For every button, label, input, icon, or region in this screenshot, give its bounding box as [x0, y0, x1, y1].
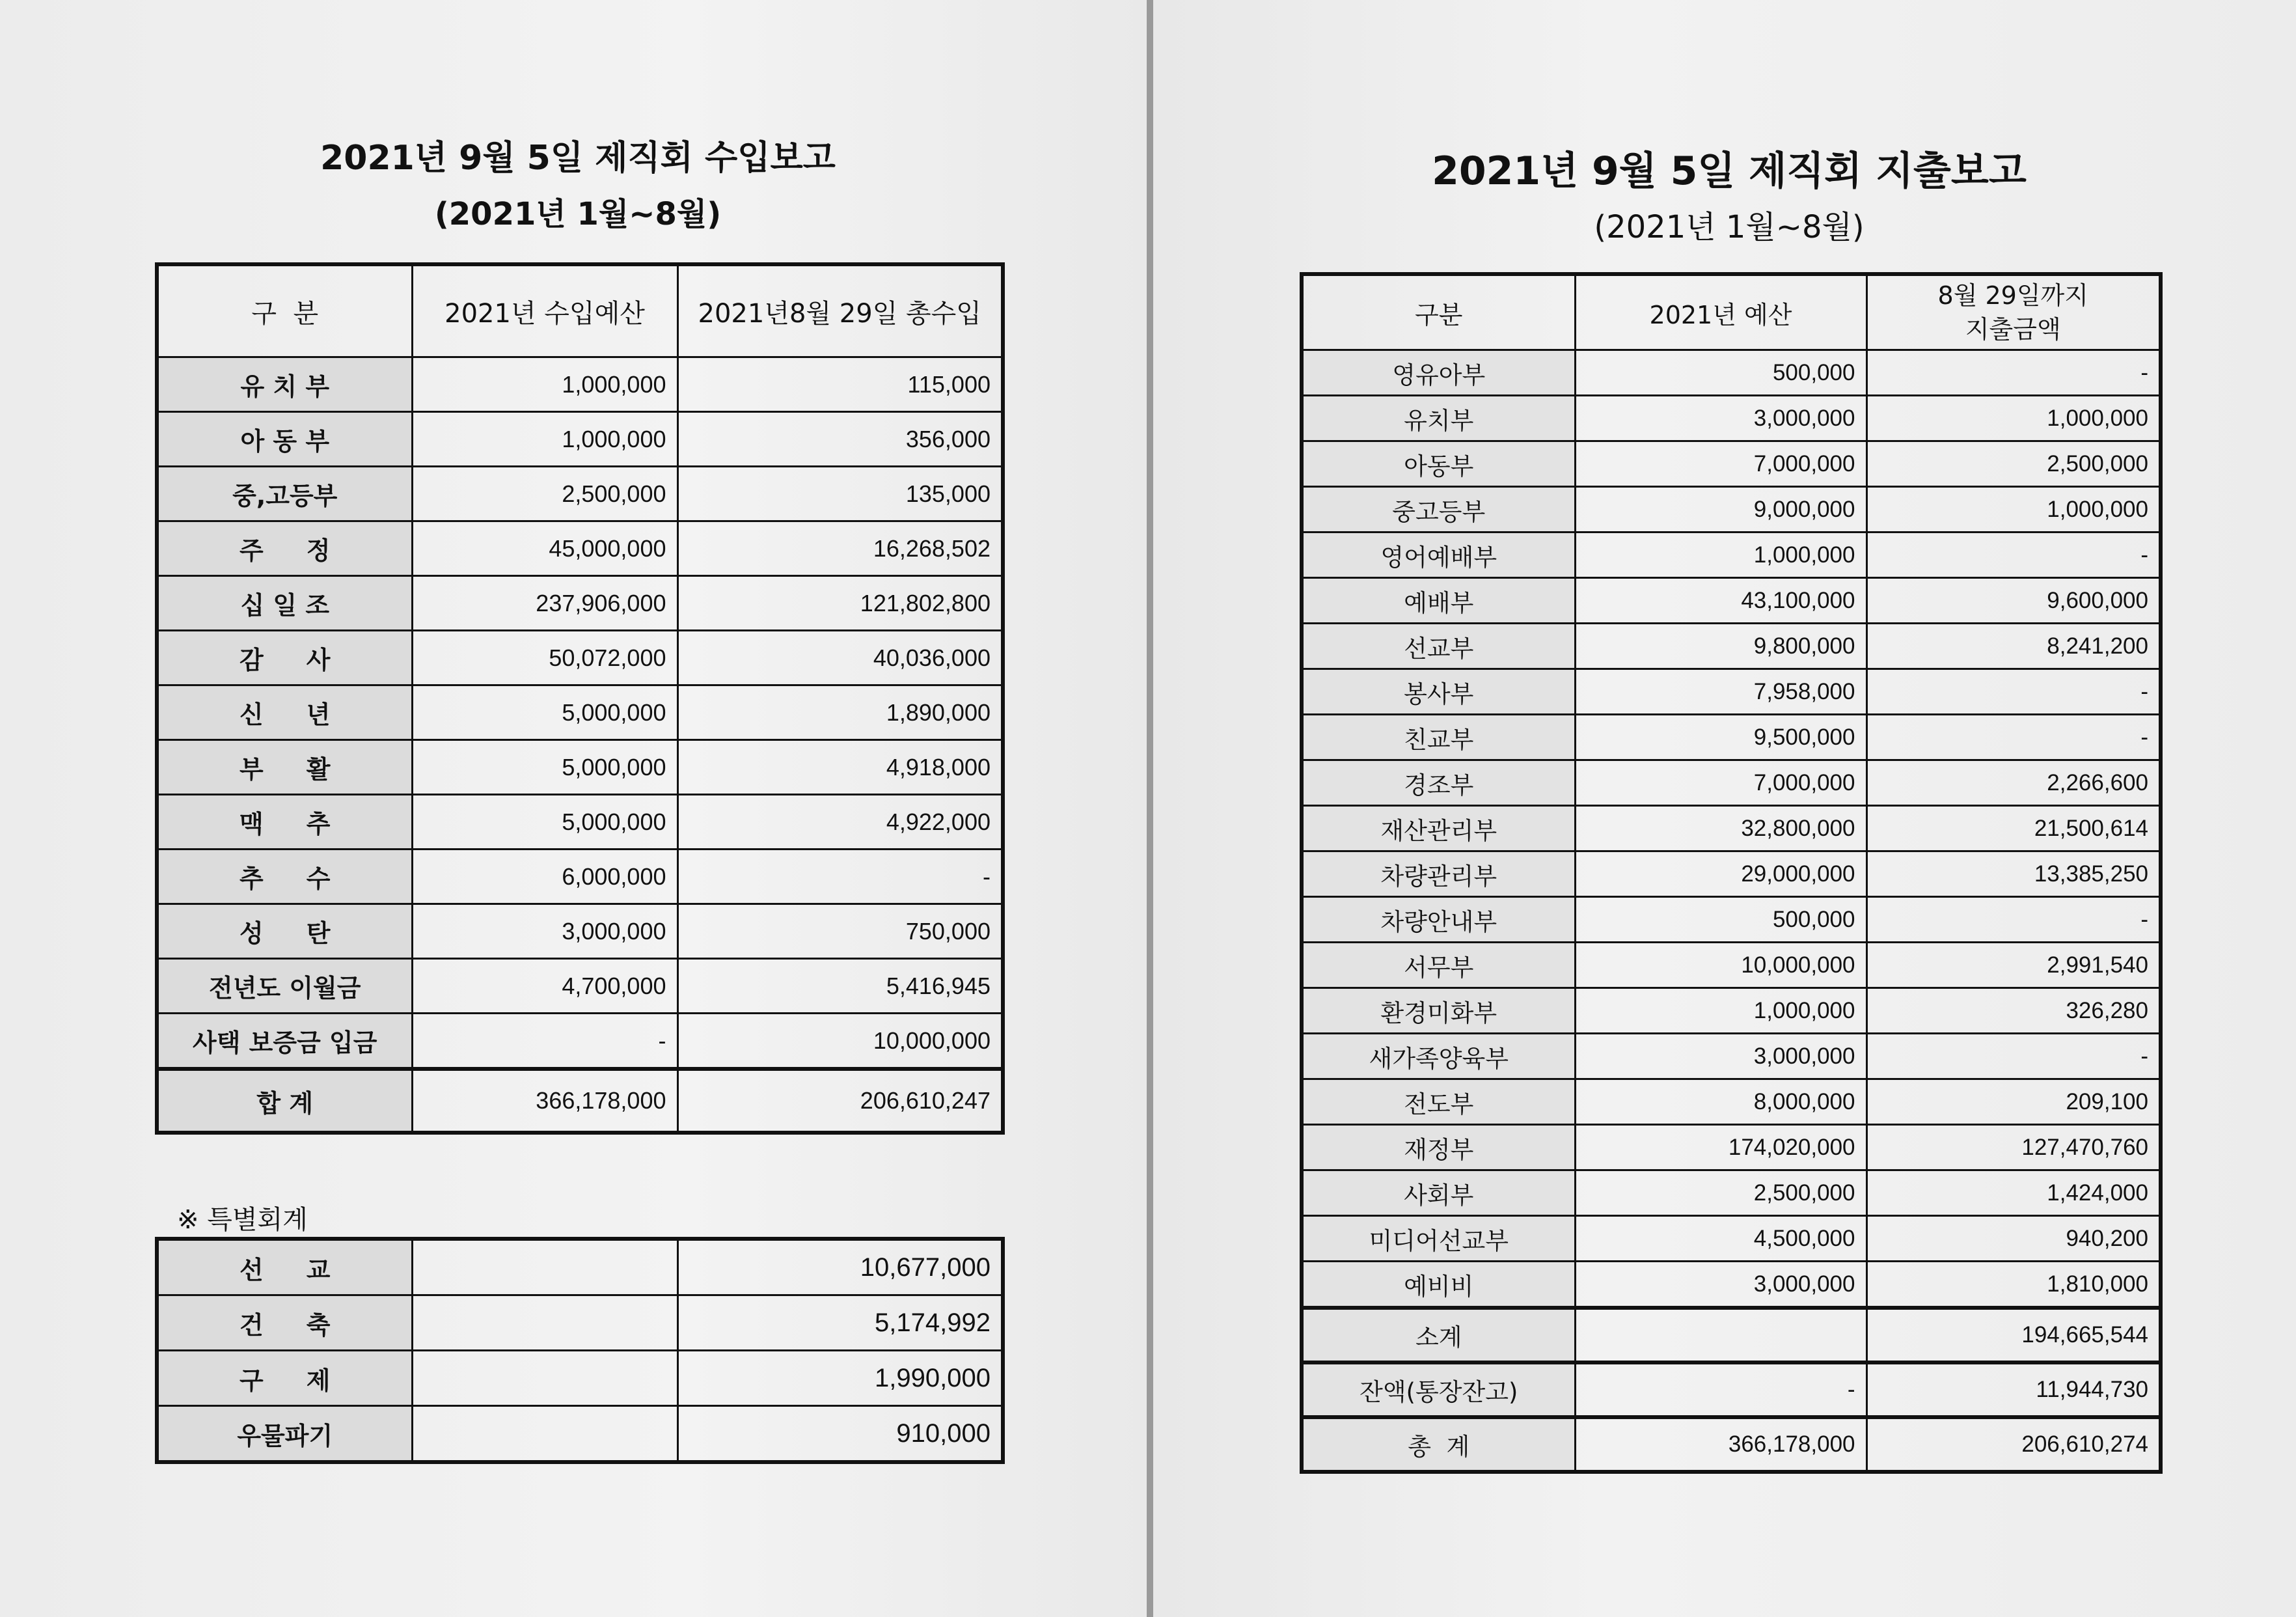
expense-row: [1302, 806, 2161, 851]
row-category: 재산관리부: [1302, 806, 1575, 851]
grand-total-actual: 206,610,274: [1866, 1417, 2161, 1472]
row-category: 환경미화부: [1302, 988, 1575, 1034]
row-category: 아동부: [1302, 441, 1575, 487]
row-actual: 5,174,992: [677, 1295, 1003, 1351]
row-actual: 1,000,000: [1866, 396, 2161, 441]
row-budget: 174,020,000: [1575, 1125, 1866, 1170]
row-actual: 121,802,800: [677, 576, 1003, 631]
row-budget: 7,000,000: [1575, 760, 1866, 806]
expense-row: [1302, 715, 2161, 760]
balance-budget: -: [1575, 1362, 1866, 1417]
row-actual: 127,470,760: [1866, 1125, 2161, 1170]
row-actual: 21,500,614: [1866, 806, 2161, 851]
row-budget: [412, 1351, 677, 1406]
row-budget: 5,000,000: [412, 685, 677, 740]
grand-total-budget: 366,178,000: [1575, 1417, 1866, 1472]
row-category: 주 정: [157, 521, 412, 576]
row-budget: 10,000,000: [1575, 943, 1866, 988]
expense-row: [1302, 851, 2161, 897]
row-category: 사택 보증금 입금: [157, 1014, 412, 1070]
row-category: 건 축: [157, 1295, 412, 1351]
header-budget: 2021년 수입예산: [412, 264, 677, 357]
expense-header-row: [1302, 274, 2161, 350]
income-total-row: [157, 1069, 1003, 1133]
row-category: 아 동 부: [157, 412, 412, 467]
row-category: 차량안내부: [1302, 897, 1575, 943]
row-budget: 6,000,000: [412, 850, 677, 904]
row-actual: 9,600,000: [1866, 578, 2161, 624]
expense-row: [1302, 396, 2161, 441]
row-category: 서무부: [1302, 943, 1575, 988]
row-actual: 209,100: [1866, 1079, 2161, 1125]
row-budget: 2,500,000: [412, 467, 677, 521]
row-budget: 5,000,000: [412, 740, 677, 795]
row-budget: 1,000,000: [1575, 532, 1866, 578]
row-budget: 9,500,000: [1575, 715, 1866, 760]
row-actual: 4,922,000: [677, 795, 1003, 850]
row-budget: 32,800,000: [1575, 806, 1866, 851]
balance-label: 잔액(통장잔고): [1302, 1362, 1575, 1417]
row-actual: 135,000: [677, 467, 1003, 521]
row-budget: 2,500,000: [1575, 1170, 1866, 1216]
row-actual: 1,000,000: [1866, 487, 2161, 532]
row-category: 친교부: [1302, 715, 1575, 760]
row-budget: 7,000,000: [1575, 441, 1866, 487]
row-actual: 910,000: [677, 1406, 1003, 1463]
row-budget: 4,500,000: [1575, 1216, 1866, 1262]
row-actual: 940,200: [1866, 1216, 2161, 1262]
row-budget: 1,000,000: [412, 357, 677, 412]
row-actual: -: [1866, 897, 2161, 943]
subtotal-budget: [1575, 1308, 1866, 1362]
row-actual: -: [1866, 1034, 2161, 1079]
row-category: 우물파기: [157, 1406, 412, 1463]
special-account-note: ※ 특별회계: [177, 1205, 308, 1235]
subtotal-actual: 194,665,544: [1866, 1308, 2161, 1362]
expense-period: (2021년 1월~8월): [1594, 209, 1865, 245]
income-header-row: [157, 264, 1003, 357]
row-budget: 50,072,000: [412, 631, 677, 685]
row-budget: 43,100,000: [1575, 578, 1866, 624]
row-category: 십 일 조: [157, 576, 412, 631]
expense-row: [1302, 1262, 2161, 1308]
row-actual: 2,266,600: [1866, 760, 2161, 806]
row-category: 유치부: [1302, 396, 1575, 441]
subtotal-row: [1302, 1308, 2161, 1362]
row-actual: 2,500,000: [1866, 441, 2161, 487]
row-budget: 5,000,000: [412, 795, 677, 850]
row-actual: 750,000: [677, 904, 1003, 959]
row-actual: 115,000: [677, 357, 1003, 412]
income-row: [157, 521, 1003, 576]
expense-row: [1302, 350, 2161, 396]
row-actual: 1,990,000: [677, 1351, 1003, 1406]
special-account-row: [157, 1295, 1003, 1351]
income-row: [157, 357, 1003, 412]
row-budget: 3,000,000: [1575, 1262, 1866, 1308]
income-table: [155, 262, 1005, 1135]
row-category: 경조부: [1302, 760, 1575, 806]
row-actual: -: [1866, 669, 2161, 715]
row-category: 유 치 부: [157, 357, 412, 412]
row-category: 중,고등부: [157, 467, 412, 521]
row-category: 영어예배부: [1302, 532, 1575, 578]
expense-row: [1302, 578, 2161, 624]
row-actual: 1,424,000: [1866, 1170, 2161, 1216]
row-actual: 16,268,502: [677, 521, 1003, 576]
row-category: 부 활: [157, 740, 412, 795]
header-actual: 2021년8월 29일 총수입: [677, 264, 1003, 357]
row-category: 재정부: [1302, 1125, 1575, 1170]
header-actual-line2: 지출금액: [1965, 315, 2061, 344]
row-budget: 9,000,000: [1575, 487, 1866, 532]
special-account-row: [157, 1239, 1003, 1295]
row-category: 영유아부: [1302, 350, 1575, 396]
row-budget: [412, 1239, 677, 1295]
expense-row: [1302, 532, 2161, 578]
income-row: [157, 467, 1003, 521]
expense-title: 2021년 9월 5일 제직회 지출보고: [1432, 148, 2027, 194]
income-row: [157, 959, 1003, 1014]
income-row: [157, 631, 1003, 685]
row-actual: -: [1866, 715, 2161, 760]
row-actual: 326,280: [1866, 988, 2161, 1034]
income-title: 2021년 9월 5일 제직회 수입보고: [320, 139, 836, 178]
expense-row: [1302, 624, 2161, 669]
income-row: [157, 904, 1003, 959]
row-category: 맥 추: [157, 795, 412, 850]
row-actual: 10,677,000: [677, 1239, 1003, 1295]
row-actual: -: [677, 850, 1003, 904]
row-category: 선 교: [157, 1239, 412, 1295]
row-budget: 7,958,000: [1575, 669, 1866, 715]
row-budget: 500,000: [1575, 350, 1866, 396]
income-row: [157, 685, 1003, 740]
row-category: 예비비: [1302, 1262, 1575, 1308]
row-category: 새가족양육부: [1302, 1034, 1575, 1079]
row-budget: -: [412, 1014, 677, 1070]
row-budget: 1,000,000: [412, 412, 677, 467]
row-category: 사회부: [1302, 1170, 1575, 1216]
row-category: 신 년: [157, 685, 412, 740]
row-actual: 5,416,945: [677, 959, 1003, 1014]
row-budget: 8,000,000: [1575, 1079, 1866, 1125]
income-period: (2021년 1월~8월): [434, 196, 722, 232]
row-category: 전도부: [1302, 1079, 1575, 1125]
row-actual: 10,000,000: [677, 1014, 1003, 1070]
row-actual: 1,810,000: [1866, 1262, 2161, 1308]
balance-actual: 11,944,730: [1866, 1362, 2161, 1417]
row-budget: 3,000,000: [1575, 1034, 1866, 1079]
row-actual: 4,918,000: [677, 740, 1003, 795]
balance-row: [1302, 1362, 2161, 1417]
income-row: [157, 795, 1003, 850]
row-category: 차량관리부: [1302, 851, 1575, 897]
special-account-row: [157, 1406, 1003, 1463]
income-row: [157, 740, 1003, 795]
row-actual: 2,991,540: [1866, 943, 2161, 988]
row-actual: 40,036,000: [677, 631, 1003, 685]
row-category: 봉사부: [1302, 669, 1575, 715]
grand-total-label: 총 계: [1302, 1417, 1575, 1472]
special-account-table: [155, 1237, 1005, 1464]
special-account-row: [157, 1351, 1003, 1406]
subtotal-label: 소계: [1302, 1308, 1575, 1362]
expense-row: [1302, 1170, 2161, 1216]
row-budget: 29,000,000: [1575, 851, 1866, 897]
row-category: 선교부: [1302, 624, 1575, 669]
header-actual-line1: 8월 29일까지: [1937, 281, 2088, 310]
header-category: 구분: [1302, 274, 1575, 350]
row-budget: [412, 1295, 677, 1351]
expense-row: [1302, 897, 2161, 943]
expense-row: [1302, 1079, 2161, 1125]
expense-row: [1302, 1034, 2161, 1079]
row-category: 추 수: [157, 850, 412, 904]
row-budget: 1,000,000: [1575, 988, 1866, 1034]
row-actual: -: [1866, 532, 2161, 578]
row-category: 성 탄: [157, 904, 412, 959]
row-budget: 9,800,000: [1575, 624, 1866, 669]
row-category: 미디어선교부: [1302, 1216, 1575, 1262]
row-category: 감 사: [157, 631, 412, 685]
row-actual: 1,890,000: [677, 685, 1003, 740]
total-budget: 366,178,000: [412, 1069, 677, 1133]
row-actual: 356,000: [677, 412, 1003, 467]
expense-table: [1300, 272, 2163, 1474]
income-row: [157, 850, 1003, 904]
row-budget: 4,700,000: [412, 959, 677, 1014]
expense-row: [1302, 441, 2161, 487]
row-budget: 45,000,000: [412, 521, 677, 576]
expense-row: [1302, 1216, 2161, 1262]
row-category: 중고등부: [1302, 487, 1575, 532]
row-category: 예배부: [1302, 578, 1575, 624]
row-budget: 237,906,000: [412, 576, 677, 631]
expense-row: [1302, 943, 2161, 988]
income-row: [157, 1014, 1003, 1070]
expense-row: [1302, 760, 2161, 806]
expense-row: [1302, 988, 2161, 1034]
header-budget: 2021년 예산: [1575, 274, 1866, 350]
row-budget: 500,000: [1575, 897, 1866, 943]
expense-row: [1302, 1125, 2161, 1170]
total-label: 합 계: [157, 1069, 412, 1133]
header-category: 구 분: [157, 264, 412, 357]
grand-total-row: [1302, 1417, 2161, 1472]
row-category: 구 제: [157, 1351, 412, 1406]
expense-row: [1302, 487, 2161, 532]
row-budget: 3,000,000: [412, 904, 677, 959]
row-category: 전년도 이월금: [157, 959, 412, 1014]
row-actual: -: [1866, 350, 2161, 396]
income-row: [157, 576, 1003, 631]
row-budget: [412, 1406, 677, 1463]
expense-row: [1302, 669, 2161, 715]
total-actual: 206,610,247: [677, 1069, 1003, 1133]
row-actual: 13,385,250: [1866, 851, 2161, 897]
row-budget: 3,000,000: [1575, 396, 1866, 441]
row-actual: 8,241,200: [1866, 624, 2161, 669]
header-actual: [1866, 274, 2161, 350]
income-row: [157, 412, 1003, 467]
